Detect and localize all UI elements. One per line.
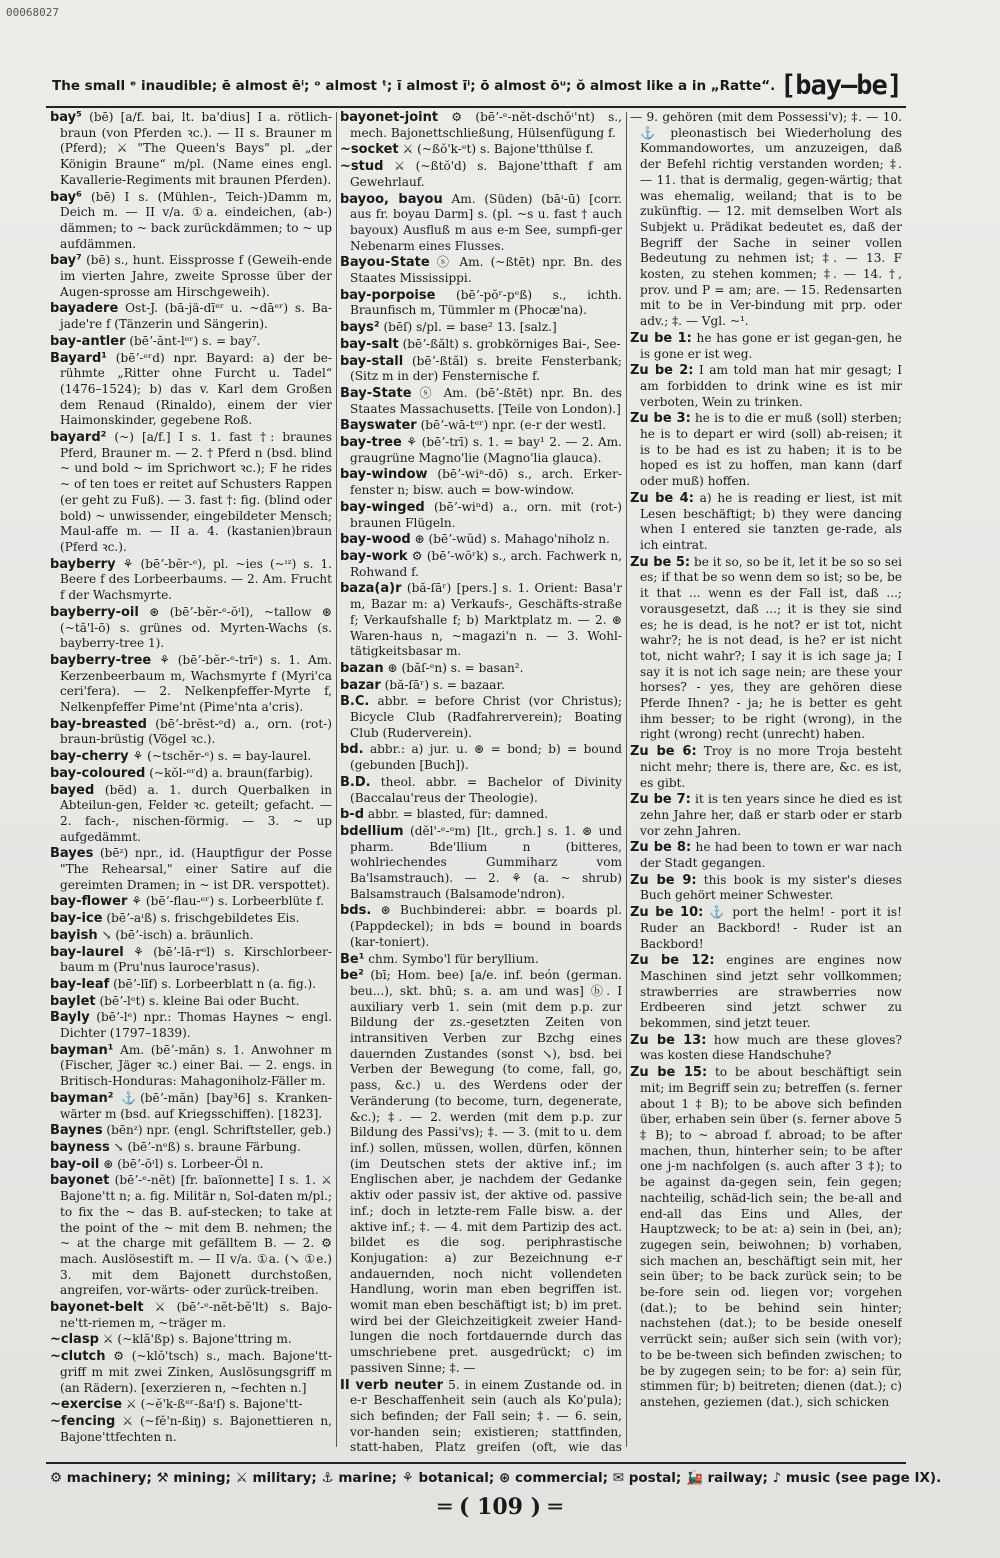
- dictionary-entry: [630, 840, 902, 871]
- footer-divider: [46, 1462, 906, 1464]
- dictionary-entry: [50, 1300, 332, 1331]
- dictionary-entry: [630, 1065, 902, 1410]
- page-range: [bay—be]: [779, 70, 902, 101]
- entry-text: ⚔ (~ßtŏ'd) s. Bajone'tthaft f am Gewehrlauf.: [350, 159, 622, 189]
- entry-text: (bēʼ-wiⁿd) a., orn. mit (rot-) braunen Flügeln.: [350, 499, 622, 530]
- entry-text: he has gone er ist gegan-gen, he is gone er ist weg.: [640, 330, 902, 361]
- entry-text: Am. (Süden) (bāᶦ-ū) [corr. aus fr. boyau Darm] s. (pl. ~s u. fast † auch bayoux) Ausfluß m aus e-m See, sumpfi-ger Nebenarm eines Flusses.: [350, 191, 622, 253]
- entry-headword: be²: [340, 968, 364, 984]
- entry-text: (bēʼ-ßălt) s. grobkörniges Bai-, See-: [398, 336, 621, 351]
- dictionary-entry: [340, 288, 622, 319]
- entry-headword: bay-breasted: [50, 716, 147, 732]
- dictionary-entry: [50, 430, 332, 556]
- entry-text: (bēʼ-ănt-lᵉʳ) s. = bay⁷.: [125, 333, 261, 348]
- entry-headword: bay-oil: [50, 1156, 100, 1172]
- entry-text: Troy is no more Troja besteht nicht mehr; there is, there are, &c. es ist, es gibt.: [640, 744, 902, 790]
- entry-headword: bayoo, bayou: [340, 191, 443, 207]
- entry-text: (bēʼ-līf) s. Lorbeerblatt n (a. fig.).: [109, 976, 317, 991]
- dictionary-entry: [340, 742, 622, 773]
- entry-headword: bdellium: [340, 823, 404, 839]
- entry-text: ⚘ (bēʼ-bĕr-ᵉ), pl. ~ies (~ᶦᶻ) s. 1. Beere f des Lorbeerbaums. — 2. Am. Frucht f der Wachsmyrte.: [60, 556, 332, 603]
- entry-text: (bēʼ-lᵉ) npr.: Thomas Haynes ~ engl. Dichter (1797–1839).: [60, 1010, 332, 1041]
- entry-text: (bēʼ-ᵉʳd) npr. Bayard: a) der be-rühmte „Ritter ohne Furcht u. Tadel“ (1476–1524); b) das v. Karl dem Großen dem Renaud (Rinaldo), einem der vier Haimonskinder, gegebene Roß.: [60, 350, 332, 428]
- entry-headword: bayness: [50, 1140, 110, 1155]
- entry-headword: bayberry-oil: [50, 604, 139, 620]
- entry-headword: bds.: [340, 903, 372, 919]
- entry-text: ⊛ Buchbinderei: abbr. = boards pl. (Pappdeckel); in bds = bound in boards (kar-toniert).: [350, 903, 622, 949]
- entry-text: ⚘ (bēʼ-trī) s. 1. = bay¹ 2. — 2. Am. graugrüne Magno'lie (Magno'lia glauca).: [350, 435, 622, 465]
- column-divider: [336, 112, 337, 1447]
- entry-headword: bay-antler: [50, 333, 126, 349]
- dictionary-entry: [50, 334, 332, 350]
- entry-text: to be about beschäftigt sein mit; im Begriff sein zu; betreffen (s. ferner about 1 ‡ B); to be above sich befinden über, erhaben sein über (s. ferner above 5 ‡ B); to ~ abroad f. abroad; to be after machen, thun, hinterher sein; to be after one j-m nachfolgen (s. auch after 3 ‡); to be against da-gegen sein, fein gegen; nachteilig, schäd-lich sein; the be-all and end-all das Eins und Alles, der Hauptzweck; to be at: a) sein in (bei, an); zugegen sein, beiwohnen; b) vorhaben, sich machen an, beschäftigt sein mit, her sein über; to be back zurück sein; to be be-fore sein od. liegen vor; vorgehen (dat.); to be behind sein hinter; nachstehen (dat.); to be beside oneself verrückt sein; außer sich sein (with vor); to be be-tween sich befinden zwischen; to be by zugegen sein; to be for: a) sein für, stimmen für; b) beitreten; dienen (dat.); c) anstehen, geziemen (dat.), sich schicken: [640, 1065, 902, 1409]
- dictionary-entry: [50, 1332, 332, 1348]
- dictionary-entry: [340, 354, 622, 385]
- entry-text: (bēʼ-ßtăl) s. breite Fensterbank; (Sitz m in der) Fensternische f.: [350, 353, 622, 384]
- dictionary-entry: [340, 418, 622, 434]
- dictionary-entry: [50, 653, 332, 716]
- entry-headword: bay-work: [340, 548, 408, 564]
- entry-headword: bayonet-belt: [50, 1300, 144, 1316]
- dictionary-entry: [340, 952, 622, 968]
- entry-headword: bays²: [340, 320, 380, 336]
- entry-text: (bēſ) s/pl. = base² 13. [salz.]: [379, 320, 557, 335]
- dictionary-entry: [50, 351, 332, 430]
- entry-text: engines are engines now Maschinen sind jetzt sehr vollkommen; strawberries are strawberries now Erdbeeren sind jetzt schwer zu bekommen, sind jetzt teuer.: [640, 953, 902, 1031]
- dictionary-entry: [340, 532, 622, 548]
- entry-text: ⚔ (~ßŏ'k-ᵉt) s. Bajone'tthülse f.: [398, 142, 594, 157]
- entry-text: ⓢ Am. (bēʼ-ßtēt) npr. Bn. des Staates Massachusetts. [Teile von London).]: [350, 385, 622, 416]
- entry-headword: II verb neuter: [340, 1377, 444, 1393]
- dictionary-entry: [340, 824, 622, 903]
- entry-text: this book is my sister's dieses Buch gehört meiner Schwester.: [640, 872, 902, 903]
- entry-headword: Zu be 6:: [630, 744, 697, 760]
- dictionary-entry: [50, 1157, 332, 1173]
- entry-text: ⓢ Am. (~ßtēt) npr. Bn. des Staates Mississippi.: [350, 255, 622, 286]
- entry-headword: Zu be 7:: [630, 792, 691, 808]
- dictionary-entry: [340, 694, 622, 741]
- dictionary-entry: [50, 110, 332, 189]
- entry-text: I am told man hat mir gesagt; I am forbidden to drink wine es ist mir verboten, Wein zu trinken.: [640, 363, 902, 409]
- dictionary-entry: [50, 994, 332, 1010]
- dictionary-entry: [50, 911, 332, 927]
- entry-headword: baylet: [50, 993, 96, 1009]
- dictionary-entry: [630, 953, 902, 1032]
- dictionary-entry: [630, 555, 902, 743]
- entry-headword: bayonet-joint: [340, 110, 439, 125]
- entry-headword: bd.: [340, 742, 364, 758]
- entry-headword: bay⁶: [50, 189, 82, 205]
- entry-headword: Baynes: [50, 1123, 103, 1139]
- entry-text: ⚘ (bēʼ-lā-rᵉl) s. Kirschlorbeer-baum m (Pru'nus lauroce'rasus).: [60, 944, 332, 975]
- dictionary-entry: [50, 1414, 332, 1445]
- column-divider: [626, 112, 627, 1447]
- entry-text: chm. Symbo'l für beryllium.: [364, 951, 539, 966]
- dictionary-entry: [50, 1123, 332, 1139]
- entry-headword: bazar: [340, 677, 381, 693]
- dictionary-entry: [50, 894, 332, 910]
- entry-headword: bay-tree: [340, 435, 402, 451]
- dictionary-entry: [630, 110, 902, 330]
- entry-text: (bē) s., hunt. Eissprosse f (Geweih-ende im vierten Jahre, zweite Sprosse über der Augen-sprosse am Hirschgeweih).: [60, 253, 332, 299]
- entry-text: ⊛ (bēʼ-ŏᶦl) s. Lorbeer-Öl n.: [99, 1156, 264, 1171]
- scan-id: 00068027: [6, 6, 59, 19]
- dictionary-entry: [630, 1033, 902, 1064]
- dictionary-entry: [50, 253, 332, 300]
- entry-headword: bayish: [50, 927, 98, 943]
- dictionary-entry: [340, 467, 622, 498]
- entry-headword: Zu be 13:: [630, 1032, 707, 1048]
- entry-text: ⚙ (bēʼ-wŏʳk) s., arch. Fachwerk n, Rohwand f.: [350, 548, 622, 579]
- entry-text: ⊛ (bēʼ-wŭd) s. Mahago'niholz n.: [410, 532, 610, 547]
- entry-headword: Zu be 4:: [630, 490, 694, 506]
- dictionary-entry: [50, 749, 332, 765]
- entry-headword: bayonet: [50, 1173, 110, 1189]
- entry-headword: bayman¹: [50, 1042, 114, 1058]
- entry-text: ⚘ (bēʼ-bĕr-ᵉ-trīᵉ) s. 1. Am. Kerzenbeerbaum m, Wachsmyrte f (Myri'ca ceri'fera). — 2. Nelkenpfeffer-Myrte f, Nelkenpfeffer Pime'nt (Pime'nta a'cris).: [60, 652, 332, 715]
- entry-text: (bēʼ-wā-tᵉʳ) npr. (e-r der westl.: [416, 418, 607, 433]
- dictionary-entry: [630, 744, 902, 791]
- dictionary-entry: [50, 783, 332, 846]
- page-header: [46, 70, 906, 108]
- entry-headword: baza(a)r: [340, 581, 402, 597]
- entry-headword: ~stud: [340, 159, 384, 175]
- entry-headword: bay⁷: [50, 253, 82, 269]
- entry-text: Am. (bēʼ-măn) s. 1. Anwohner m (Fischer, Jäger ꝛc.) einer Bai. — 2. engs. in Britisch-Honduras: Mahagoniholz-Fäller m.: [60, 1042, 332, 1089]
- entry-headword: Zu be 2:: [630, 363, 694, 379]
- entry-headword: bay⁵: [50, 110, 82, 125]
- entry-text: ⚔ (bēʼ-ᵉ-nĕt-bĕ'lt) s. Bajo-ne'tt-riemen m, ~träger m.: [60, 1300, 332, 1330]
- entry-headword: bay-ice: [50, 911, 103, 927]
- entry-headword: Zu be 3:: [630, 411, 691, 427]
- entry-text: ⚘ (~tschĕr-ᵉ) s. = bay-laurel.: [128, 749, 312, 764]
- column-3: [630, 110, 902, 1455]
- dictionary-entry: [50, 928, 332, 944]
- column-1: [50, 110, 332, 1455]
- entry-text: ↘ (bēʼ-nᵉß) s. braune Färbung.: [109, 1140, 301, 1154]
- entry-headword: bay-wood: [340, 532, 411, 548]
- dictionary-entry: [340, 968, 622, 1376]
- entry-text: ↘ (bēʼ-isch) a. bräunlich.: [97, 927, 254, 942]
- entry-headword: ~clasp: [50, 1332, 99, 1348]
- pronunciation-key: The small ᵉ inaudible; ē almost ēⁱ; ᵒ almost ᵗ; ī almost īⁱ; ō almost ōᵘ; ŏ almost like a in „Ratte“.: [52, 78, 776, 94]
- entry-text: (bă-ſāʳ) s. = bazaar.: [380, 677, 505, 692]
- entry-text: (dĕl'-ᵉ-ᵉm) [lt., grch.] s. 1. ⊛ und pharm. Bde'llium n (bitteres, wohlriechendes Gummiharz vom Ba'lsamstrauch). — 2. ⚘ (a. ~ shrub) Balsamstrauch (Balsamode'ndron).: [350, 823, 622, 901]
- dictionary-entry: [50, 1010, 332, 1041]
- dictionary-entry: [340, 159, 622, 190]
- entry-headword: Bay-State: [340, 385, 412, 401]
- dictionary-entry: [630, 363, 902, 410]
- entry-text: ⚓ port the helm! - port it is! Ruder an Backbord! - Ruder ist an Backbord!: [640, 905, 902, 951]
- dictionary-entry: [50, 1091, 332, 1122]
- entry-headword: bay-leaf: [50, 976, 110, 992]
- entry-text: Ost-J. (bā-jä-dīᵉʳ u. ~dāᵉʳ) s. Ba-jade're f (Tänzerin und Sängerin).: [60, 301, 332, 332]
- entry-headword: bay-salt: [340, 336, 399, 352]
- entry-headword: bay-cherry: [50, 749, 129, 765]
- entry-text: it is ten years since he died es ist zehn Jahre her, daß er starb oder er starb vor zehn Jahren.: [640, 792, 902, 838]
- entry-headword: Zu be 8:: [630, 840, 692, 856]
- dictionary-entry: [340, 678, 622, 694]
- entry-text: be it so, so be it, let it be so so sei es; if that be so wenn dem so ist; so be, be it that ... wenn es der Fall ist, daß ...; vorausgesetzt, daß ...; it is they sie sind es; he is dead, is he not? er ist tot, nicht wahr?; he is not dead, is he? er ist nicht tot, nicht wahr?; I say it is ich sage ja; I say it is not ich sage nein; are these your horses? - yes, they are gehören diese Pferde Ihnen? - ja; he is better es geht ihm besser; to be right (wrong), in the right (wrong) recht (unrecht) haben.: [640, 554, 902, 742]
- dictionary-entry: [50, 301, 332, 332]
- entry-headword: Zu be 12:: [630, 953, 715, 969]
- entry-text: (~) [a/f.] I s. 1. fast †: braunes Pferd, Brauner m. — 2. † Pferd n (bsd. blind ~ und bold ~ im Sprichwort ꝛc.); F he rides ~ of ten toes er reitet auf Schusters Rappen (er geht zu Fuß). — 3. fast †: fig. (blind oder bold) ~ unwissender, eingebildeter Mensch; Maul-affe m. — II a. 4. (kastanien)braun (Pferd ꝛc.).: [60, 430, 332, 554]
- entry-text: abbr. = before Christ (vor Christus); Bicycle Club (Radfahrerverein); Boating Club (Ruderverein).: [350, 694, 622, 740]
- entry-headword: ~fencing: [50, 1413, 116, 1429]
- entry-headword: bayed: [50, 782, 95, 798]
- entry-text: ⚓(bēʼ-măn) [bay³6] s. Kranken-wärter m (bsd. auf Kriegsschiffen). [1823].: [60, 1090, 332, 1121]
- dictionary-entry: [340, 661, 622, 677]
- dictionary-entry: [50, 717, 332, 748]
- entry-headword: bay-porpoise: [340, 287, 436, 303]
- entry-text: ⚔ (~ĕ'k-ßᵉʳ-ßaᶦſ) s. Bajone'tt-: [122, 1397, 303, 1412]
- entry-headword: bayman²: [50, 1090, 114, 1106]
- dictionary-entry: [340, 903, 622, 950]
- entry-headword: bay-flower: [50, 894, 128, 910]
- entry-text: (bēʼ-lᵉt) s. kleine Bai oder Bucht.: [95, 993, 300, 1008]
- entry-text: (bēᶻ) npr., id. (Hauptfigur der Posse "The Rehearsal," einer Satire auf die gereimten Dramen; in ~ ist DR. verspottet).: [60, 846, 332, 892]
- dictionary-entry: [630, 411, 902, 490]
- entry-text: (bēʼ-brĕst-ᵉd) a., orn. (rot-) braun-brüstig (Vögel ꝛc.).: [60, 716, 332, 747]
- dictionary-entry: [50, 557, 332, 604]
- entry-headword: B.D.: [340, 774, 371, 790]
- entry-text: ⊛ (bēʼ-bĕr-ᵉ-ŏᶦl), ~tallow ⊛ (~tă'l-ō) s. grünes od. Myrten-Wachs (s. bayberry-tree 1).: [60, 604, 332, 651]
- entry-headword: ~exercise: [50, 1397, 123, 1413]
- dictionary-entry: [340, 1378, 622, 1455]
- page-number: ═ ( 109 ) ═: [438, 1494, 562, 1520]
- entry-text: (bē) I s. (Mühlen-, Teich-)Damm m, Deich m. — II v/a. ①a. eindeichen, (ab-) dämmen; to ~ back zurückdämmen; to ~ up aufdämmen.: [60, 189, 332, 251]
- entry-text: (bēʼ-pŏʳ-pᵉß) s., ichth. Braunfisch m, Tümmler m (Phocæ'na).: [350, 287, 622, 318]
- entry-headword: bayard²: [50, 430, 107, 446]
- entry-headword: Zu be 15:: [630, 1065, 708, 1081]
- entry-text: (bēʼ-wiⁿ-dō) s., arch. Erker-fenster n; bisw. auch = bow-window.: [350, 467, 622, 498]
- entry-text: ⚙ (bēʼ-ᵉ-nĕt-dschŏᶦ'nt) s., mech. Bajonettschließung, Hülsenfügung f.: [350, 110, 622, 140]
- entry-headword: Zu be 1:: [630, 330, 692, 346]
- entry-headword: Bayard¹: [50, 350, 107, 366]
- entry-headword: Bayswater: [340, 418, 417, 434]
- entry-text: (bēnᶻ) npr. (engl. Schriftsteller, geb.): [102, 1123, 332, 1138]
- dictionary-entry: [50, 1140, 332, 1156]
- symbol-legend: ⚙ machinery; ⚒ mining; ⚔ military; ⚓ marine; ⚘ botanical; ⊛ commercial; ✉ postal; 🚂 railway; ♪ music (see page IX).: [50, 1470, 942, 1486]
- entry-headword: bazan: [340, 660, 384, 676]
- entry-text: theol. abbr. = Bachelor of Divinity (Baccalau'reus der Theologie).: [350, 774, 622, 805]
- entry-headword: bayberry: [50, 556, 116, 572]
- entry-headword: Bayou-State: [340, 255, 430, 271]
- dictionary-entry: [340, 192, 622, 255]
- entry-text: 5. in einem Zustande od. in e-r Beschaffenheit sein (auch als Ko'pula); sich befinden; der Fall sein; ‡. — 6. sein, vor-handen sein; existieren; stattfinden, statt-haben, Platz greifen (oft, wie das: [350, 1377, 622, 1455]
- dictionary-entry: [50, 190, 332, 253]
- entry-headword: b-d: [340, 807, 365, 823]
- entry-headword: B.C.: [340, 694, 370, 710]
- dictionary-entry: [340, 435, 622, 466]
- dictionary-entry: [340, 142, 622, 158]
- entry-text: he had been to town er war nach der Stadt gegangen.: [640, 840, 902, 871]
- dictionary-entry: [630, 331, 902, 362]
- entry-headword: bayberry-tree: [50, 652, 152, 668]
- dictionary-entry: [50, 977, 332, 993]
- dictionary-entry: [50, 1043, 332, 1090]
- entry-headword: ~clutch: [50, 1349, 106, 1365]
- dictionary-entry: [340, 337, 622, 353]
- entry-headword: bay-coloured: [50, 765, 146, 781]
- dictionary-entry: [630, 905, 902, 952]
- entry-headword: Bayly: [50, 1010, 90, 1026]
- entry-text: (bē) [a/f. bai, lt. ba'dius] I a. rötlich-braun (von Pferden ꝛc.). — II s. Brauner m (Pferd); ⚔ "The Queen's Bays" pl. „der Königin Braune“ m/pl. (Name eines engl. Kavallerie-Regiments mit braunen Pferden).: [60, 110, 332, 187]
- dictionary-entry: [50, 1397, 332, 1413]
- entry-headword: bay-laurel: [50, 944, 124, 960]
- entry-text: (bă-ſāʳ) [pers.] s. 1. Orient: Basa'r m, Bazar m: a) Verkaufs-, Geschäfts-straße f; Verkaufshalle f; b) Marktplatz m. — 2. ⊛ Waren-haus n, ~magazi'n n. — 3. Wohl-tätigkeitsbasar m.: [350, 581, 622, 659]
- dictionary-entry: [630, 873, 902, 904]
- entry-text: how much are these gloves? was kosten diese Handschuhe?: [640, 1032, 902, 1063]
- entry-headword: bay-stall: [340, 353, 404, 369]
- dictionary-entry: [50, 846, 332, 893]
- entry-text: ⊛ (băſ-ᵉn) s. = basan².: [383, 660, 524, 675]
- dictionary-entry: [340, 500, 622, 531]
- entry-headword: bay-winged: [340, 499, 425, 515]
- dictionary-entry: [50, 1173, 332, 1299]
- entry-text: (bēd) a. 1. durch Querbalken in Abteilun-gen, Felder ꝛc. geteilt; gefacht. — 2. fach-, nischen-förmig. — 3. ~ up aufgedämmt.: [60, 782, 332, 844]
- dictionary-entry: [340, 775, 622, 806]
- entry-headword: Zu be 10:: [630, 905, 704, 921]
- dictionary-entry: [340, 807, 622, 823]
- dictionary-entry: [340, 110, 622, 141]
- entry-text: ⚔ (~fĕ'n-ßiŋ) s. Bajonettieren n, Bajone'ttfechten n.: [60, 1413, 332, 1444]
- entry-text: abbr.: a) jur. u. ⊛ = bond; b) = bound (gebunden [Buch]).: [350, 742, 622, 773]
- entry-headword: Be¹: [340, 951, 365, 967]
- entry-text: (bēʼ-aᶦß) s. frischgebildetes Eis.: [102, 911, 300, 926]
- entry-headword: bayadere: [50, 301, 119, 317]
- entry-text: he is to die er muß (soll) sterben; he is to depart er wird (soll) ab-reisen; it is to be had es ist zu haben; it is to be hoped es ist zu hoffen, man kann (darf oder muß) hoffen.: [640, 411, 902, 489]
- dictionary-entry: [340, 386, 622, 417]
- dictionary-entry: [50, 945, 332, 976]
- entry-text: abbr. = blasted, für: damned.: [364, 807, 549, 822]
- entry-text: (~kŏl-ᵉʳd) a. braun(farbig).: [145, 765, 314, 780]
- entry-text: (bēʼ-ᵉ-nĕt) [fr. baïonnette] I s. 1. ⚔ Bajone'tt n; a. fig. Militär n, Sol-daten m/pl.; to fix the ~ das B. auf-stecken; to take at the point of the ~ mit dem B. nehmen; the ~ at the charge mit gefälltem B. — 2. ⚙ mach. Auslösestift m. — II v/a. ①a. (↘ ①e.) 3. mit dem Bajonett durchstoßen, angreifen, vor-wärts- oder zurück-treiben.: [60, 1173, 332, 1298]
- entry-headword: Zu be 5:: [630, 554, 691, 570]
- dictionary-entry: [50, 1349, 332, 1396]
- entry-text: a) he is reading er liest, ist mit Lesen beschäftigt; b) they were dancing when I entered sie tanzten ge-rade, als ich eintrat.: [640, 490, 902, 552]
- dictionary-columns: [46, 110, 906, 1455]
- entry-headword: bay-window: [340, 467, 428, 483]
- dictionary-entry: [630, 491, 902, 554]
- entry-text: — 9. gehören (mit dem Possessi'v); ‡. — 10. ⚓ pleonastisch bei Wiederholung des Kommandowortes, um anzuzeigen, daß der Befehl richtig verstanden worden; ‡. — 11. that is dermalig, gegen-wärtig; that was ehemalig, weiland; that is to be zukünftig. — 12. mit demselben Wort als Subjekt u. Prädikat bedeutet es, daß der Begriff der Sache in seiner vollen Bedeutung zu nehmen ist; ‡. — 13. F kosten, zu stehen kommen; ‡. — 14. †, prov. und P = am; are. — 15. Redensarten mit to be in Ver-bindung mit prp. oder adv.; ‡. — Vgl. ~¹.: [630, 110, 902, 329]
- dictionary-entry: [340, 549, 622, 580]
- entry-text: (bī; Hom. bee) [a/e. inf. beón (german. beu...), skt. bhū; s. a. am und was] ⓑ. I auxiliary verb 1. sein (mit dem p.p. zur Bildung der zs.-gesetzten Zeiten von intransitiven Verben zur Bzchg eines dauernden Zustandes (sonst ↘), bsd. bei Verben der Bewegung (to come, fall, go, pass, &c.) u. des Werdens oder der Veränderung (to become, turn, degenerate, &c.); ‡. — 2. werden (mit dem p.p. zur Bildung des Passi'vs); ‡. — 3. (mit to u. dem inf.) sollen, müssen, wollen, dürfen, können (im Deutschen stets der aktive inf.; im Englischen aber, je nachdem der Gedanke aktiv oder passiv ist, der aktive od. passive inf.; doch in letzte-rem Falle bisw. a. der aktive inf.; ‡. — 4. mit dem Partizip des act. bildet es die sog. periphrastische Konjugation: a) zur Bezeichnung e-r andauernden, noch nicht vollendeten Handlung, worin man eben begriffen ist. womit man eben beschäftigt ist; b) im pret. wird bei der Gleichzeitigkeit zweier Hand-lungen die noch fortdauernde durch das umschriebene pret. ausgedrückt; c) im passiven Sinne; ‡. —: [350, 968, 622, 1375]
- dictionary-entry: [340, 255, 622, 286]
- column-2: [340, 110, 622, 1455]
- dictionary-entry: [50, 766, 332, 782]
- dictionary-entry: [630, 792, 902, 839]
- entry-headword: Zu be 9:: [630, 872, 697, 888]
- dictionary-entry: [340, 320, 622, 336]
- entry-text: ⚘ (bēʼ-flau-ᵉʳ) s. Lorbeerblüte f.: [127, 894, 325, 909]
- dictionary-entry: [50, 605, 332, 652]
- entry-text: ⚔ (~klă'ßp) s. Bajone'ttring m.: [98, 1332, 292, 1347]
- entry-headword: ~socket: [340, 142, 399, 158]
- entry-text: ⚙ (~klŏ'tsch) s., mach. Bajone'tt-griff m mit zwei Zinken, Auslösungsgriff m (an Rädern). [exerzieren n, ~fechten n.]: [60, 1349, 332, 1395]
- entry-headword: Bayes: [50, 846, 94, 862]
- dictionary-entry: [340, 581, 622, 660]
